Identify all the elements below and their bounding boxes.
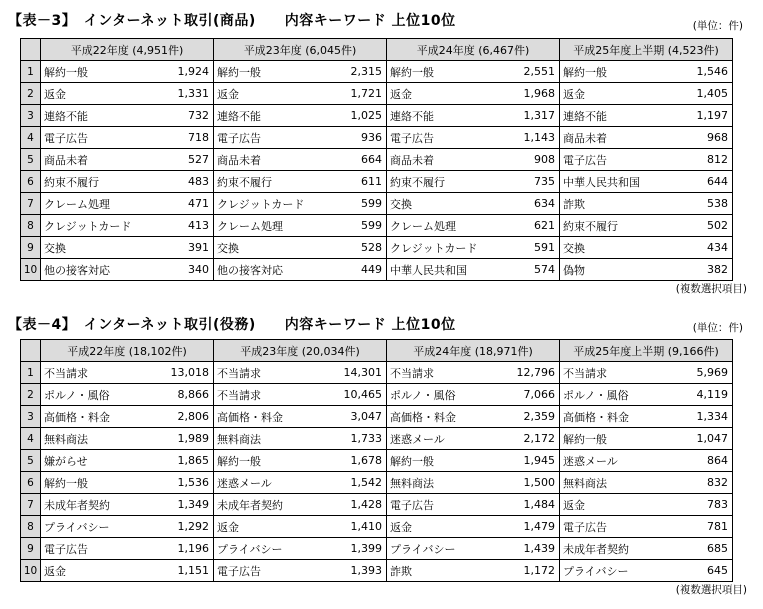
keyword-cell: クレーム処理	[41, 193, 142, 215]
count-cell: 781	[661, 516, 733, 538]
column-header: 平成23年度 (6,045件)	[214, 39, 387, 61]
keyword-cell: 連絡不能	[560, 105, 661, 127]
keyword-cell: クレジットカード	[214, 193, 315, 215]
table-row	[21, 193, 733, 215]
count-cell: 1,678	[315, 450, 387, 472]
rank-cell: 6	[21, 171, 41, 193]
count-cell: 12,796	[488, 362, 560, 384]
table-row	[21, 450, 733, 472]
keyword-cell: 詐欺	[560, 193, 661, 215]
count-cell: 13,018	[142, 362, 214, 384]
keyword-cell: 電子広告	[41, 538, 142, 560]
count-cell: 1,349	[142, 494, 214, 516]
keyword-cell: 不当請求	[41, 362, 142, 384]
table4-body	[21, 362, 733, 582]
count-cell: 732	[142, 105, 214, 127]
count-cell: 527	[142, 149, 214, 171]
count-cell: 621	[488, 215, 560, 237]
column-header: 平成25年度上半期 (9,166件)	[560, 340, 733, 362]
count-cell: 634	[488, 193, 560, 215]
count-cell: 2,172	[488, 428, 560, 450]
count-cell: 1,151	[142, 560, 214, 582]
keyword-cell: 迷惑メール	[214, 472, 315, 494]
keyword-cell: 不当請求	[560, 362, 661, 384]
count-cell: 664	[315, 149, 387, 171]
keyword-cell: 交換	[560, 237, 661, 259]
count-cell: 502	[661, 215, 733, 237]
count-cell: 1,399	[315, 538, 387, 560]
table3-note: (複数選択項目)	[675, 283, 747, 295]
keyword-cell: 電子広告	[214, 560, 315, 582]
count-cell: 1,292	[142, 516, 214, 538]
keyword-cell: 不当請求	[387, 362, 488, 384]
table-row	[21, 171, 733, 193]
keyword-cell: 詐欺	[387, 560, 488, 582]
rank-cell: 10	[21, 560, 41, 582]
count-cell: 1,924	[142, 61, 214, 83]
rank-cell: 3	[21, 105, 41, 127]
count-cell: 4,119	[661, 384, 733, 406]
table-row	[21, 428, 733, 450]
keyword-cell: 電子広告	[560, 516, 661, 538]
keyword-cell: 連絡不能	[387, 105, 488, 127]
count-cell: 3,047	[315, 406, 387, 428]
table3	[20, 38, 733, 281]
count-cell: 574	[488, 259, 560, 281]
count-cell: 1,410	[315, 516, 387, 538]
count-cell: 1,196	[142, 538, 214, 560]
keyword-cell: プライバシー	[41, 516, 142, 538]
rank-cell: 9	[21, 237, 41, 259]
count-cell: 599	[315, 193, 387, 215]
table-row	[21, 127, 733, 149]
count-cell: 1,331	[142, 83, 214, 105]
table-row	[21, 560, 733, 582]
keyword-cell: 他の接客対応	[214, 259, 315, 281]
table-row	[21, 472, 733, 494]
keyword-cell: 迷惑メール	[387, 428, 488, 450]
rank-cell: 5	[21, 450, 41, 472]
keyword-cell: 約束不履行	[387, 171, 488, 193]
count-cell: 591	[488, 237, 560, 259]
keyword-cell: 連絡不能	[214, 105, 315, 127]
table3-unit: (単位：件)	[692, 20, 743, 32]
table4-unit: (単位：件)	[692, 322, 743, 334]
table4-header-row	[21, 340, 733, 362]
keyword-cell: 電子広告	[387, 127, 488, 149]
header-corner	[21, 340, 41, 362]
count-cell: 1,172	[488, 560, 560, 582]
keyword-cell: 解約一般	[560, 428, 661, 450]
count-cell: 968	[661, 127, 733, 149]
count-cell: 449	[315, 259, 387, 281]
keyword-cell: 解約一般	[41, 472, 142, 494]
rank-cell: 4	[21, 127, 41, 149]
rank-cell: 4	[21, 428, 41, 450]
count-cell: 645	[661, 560, 733, 582]
header-corner	[21, 39, 41, 61]
count-cell: 832	[661, 472, 733, 494]
keyword-cell: クレーム処理	[214, 215, 315, 237]
table-row	[21, 384, 733, 406]
count-cell: 718	[142, 127, 214, 149]
column-header: 平成22年度 (18,102件)	[41, 340, 214, 362]
table-row	[21, 362, 733, 384]
keyword-cell: 返金	[560, 83, 661, 105]
count-cell: 599	[315, 215, 387, 237]
keyword-cell: 約束不履行	[560, 215, 661, 237]
count-cell: 528	[315, 237, 387, 259]
count-cell: 1,405	[661, 83, 733, 105]
keyword-cell: 無料商法	[560, 472, 661, 494]
count-cell: 735	[488, 171, 560, 193]
count-cell: 1,989	[142, 428, 214, 450]
count-cell: 1,968	[488, 83, 560, 105]
count-cell: 1,546	[661, 61, 733, 83]
count-cell: 14,301	[315, 362, 387, 384]
keyword-cell: 交換	[41, 237, 142, 259]
rank-cell: 8	[21, 215, 41, 237]
keyword-cell: 偽物	[560, 259, 661, 281]
count-cell: 1,393	[315, 560, 387, 582]
count-cell: 1,945	[488, 450, 560, 472]
count-cell: 1,025	[315, 105, 387, 127]
count-cell: 2,315	[315, 61, 387, 83]
rank-cell: 10	[21, 259, 41, 281]
table4-title: 【表－4】 インターネット取引(役務) 内容キーワード 上位10位	[8, 317, 456, 333]
keyword-cell: 無料商法	[387, 472, 488, 494]
keyword-cell: 約束不履行	[214, 171, 315, 193]
table3-title: 【表－3】 インターネット取引(商品) 内容キーワード 上位10位	[8, 13, 456, 29]
keyword-cell: 返金	[560, 494, 661, 516]
keyword-cell: 不当請求	[214, 384, 315, 406]
column-header: 平成22年度 (4,951件)	[41, 39, 214, 61]
keyword-cell: 電子広告	[560, 149, 661, 171]
keyword-cell: 返金	[387, 83, 488, 105]
table-row	[21, 516, 733, 538]
rank-cell: 1	[21, 61, 41, 83]
table-row	[21, 105, 733, 127]
keyword-cell: 商品未着	[387, 149, 488, 171]
count-cell: 2,806	[142, 406, 214, 428]
table4	[20, 339, 733, 582]
keyword-cell: 電子広告	[214, 127, 315, 149]
keyword-cell: 連絡不能	[41, 105, 142, 127]
keyword-cell: ポルノ・風俗	[560, 384, 661, 406]
keyword-cell: 交換	[387, 193, 488, 215]
keyword-cell: 返金	[41, 560, 142, 582]
keyword-cell: 未成年者契約	[560, 538, 661, 560]
keyword-cell: 高価格・料金	[387, 406, 488, 428]
keyword-cell: 電子広告	[387, 494, 488, 516]
keyword-cell: 交換	[214, 237, 315, 259]
keyword-cell: 商品未着	[214, 149, 315, 171]
table-row	[21, 61, 733, 83]
table3-body	[21, 61, 733, 281]
keyword-cell: 商品未着	[41, 149, 142, 171]
count-cell: 7,066	[488, 384, 560, 406]
rank-cell: 5	[21, 149, 41, 171]
keyword-cell: 中華人民共和国	[387, 259, 488, 281]
count-cell: 1,536	[142, 472, 214, 494]
count-cell: 1,197	[661, 105, 733, 127]
keyword-cell: 未成年者契約	[214, 494, 315, 516]
table-row	[21, 237, 733, 259]
keyword-cell: ポルノ・風俗	[41, 384, 142, 406]
keyword-cell: 未成年者契約	[41, 494, 142, 516]
rank-cell: 6	[21, 472, 41, 494]
count-cell: 1,865	[142, 450, 214, 472]
keyword-cell: 高価格・料金	[214, 406, 315, 428]
keyword-cell: クレジットカード	[41, 215, 142, 237]
count-cell: 1,733	[315, 428, 387, 450]
table-row	[21, 149, 733, 171]
keyword-cell: 約束不履行	[41, 171, 142, 193]
keyword-cell: クレジットカード	[387, 237, 488, 259]
count-cell: 471	[142, 193, 214, 215]
keyword-cell: 中華人民共和国	[560, 171, 661, 193]
keyword-cell: プライバシー	[387, 538, 488, 560]
count-cell: 1,721	[315, 83, 387, 105]
count-cell: 8,866	[142, 384, 214, 406]
count-cell: 1,428	[315, 494, 387, 516]
count-cell: 812	[661, 149, 733, 171]
rank-cell: 7	[21, 193, 41, 215]
table-row	[21, 83, 733, 105]
rank-cell: 2	[21, 384, 41, 406]
count-cell: 611	[315, 171, 387, 193]
count-cell: 10,465	[315, 384, 387, 406]
count-cell: 483	[142, 171, 214, 193]
count-cell: 391	[142, 237, 214, 259]
table4-note: (複数選択項目)	[675, 584, 747, 596]
keyword-cell: 無料商法	[41, 428, 142, 450]
table-row	[21, 259, 733, 281]
count-cell: 1,334	[661, 406, 733, 428]
table3-header-row	[21, 39, 733, 61]
keyword-cell: 解約一般	[214, 61, 315, 83]
keyword-cell: 他の接客対応	[41, 259, 142, 281]
count-cell: 382	[661, 259, 733, 281]
keyword-cell: 不当請求	[214, 362, 315, 384]
column-header: 平成24年度 (6,467件)	[387, 39, 560, 61]
table-row	[21, 215, 733, 237]
count-cell: 413	[142, 215, 214, 237]
column-header: 平成24年度 (18,971件)	[387, 340, 560, 362]
rank-cell: 2	[21, 83, 41, 105]
keyword-cell: クレーム処理	[387, 215, 488, 237]
count-cell: 5,969	[661, 362, 733, 384]
keyword-cell: 解約一般	[41, 61, 142, 83]
keyword-cell: 高価格・料金	[560, 406, 661, 428]
keyword-cell: 解約一般	[214, 450, 315, 472]
table-row	[21, 494, 733, 516]
keyword-cell: 返金	[214, 83, 315, 105]
count-cell: 1,439	[488, 538, 560, 560]
count-cell: 1,047	[661, 428, 733, 450]
keyword-cell: プライバシー	[214, 538, 315, 560]
column-header: 平成25年度上半期 (4,523件)	[560, 39, 733, 61]
keyword-cell: 解約一般	[387, 61, 488, 83]
keyword-cell: 迷惑メール	[560, 450, 661, 472]
count-cell: 1,143	[488, 127, 560, 149]
keyword-cell: 返金	[41, 83, 142, 105]
count-cell: 936	[315, 127, 387, 149]
count-cell: 1,500	[488, 472, 560, 494]
keyword-cell: 商品未着	[560, 127, 661, 149]
table-row	[21, 406, 733, 428]
count-cell: 685	[661, 538, 733, 560]
keyword-cell: 電子広告	[41, 127, 142, 149]
count-cell: 1,479	[488, 516, 560, 538]
table-row	[21, 538, 733, 560]
keyword-cell: 解約一般	[387, 450, 488, 472]
count-cell: 434	[661, 237, 733, 259]
keyword-cell: 返金	[214, 516, 315, 538]
keyword-cell: 高価格・料金	[41, 406, 142, 428]
keyword-cell: 無料商法	[214, 428, 315, 450]
count-cell: 2,551	[488, 61, 560, 83]
keyword-cell: 返金	[387, 516, 488, 538]
keyword-cell: 解約一般	[560, 61, 661, 83]
count-cell: 2,359	[488, 406, 560, 428]
count-cell: 783	[661, 494, 733, 516]
rank-cell: 8	[21, 516, 41, 538]
keyword-cell: 嫌がらせ	[41, 450, 142, 472]
rank-cell: 3	[21, 406, 41, 428]
keyword-cell: ポルノ・風俗	[387, 384, 488, 406]
keyword-cell: プライバシー	[560, 560, 661, 582]
count-cell: 864	[661, 450, 733, 472]
count-cell: 1,542	[315, 472, 387, 494]
column-header: 平成23年度 (20,034件)	[214, 340, 387, 362]
count-cell: 340	[142, 259, 214, 281]
count-cell: 1,317	[488, 105, 560, 127]
count-cell: 1,484	[488, 494, 560, 516]
count-cell: 644	[661, 171, 733, 193]
rank-cell: 7	[21, 494, 41, 516]
rank-cell: 9	[21, 538, 41, 560]
count-cell: 908	[488, 149, 560, 171]
rank-cell: 1	[21, 362, 41, 384]
count-cell: 538	[661, 193, 733, 215]
